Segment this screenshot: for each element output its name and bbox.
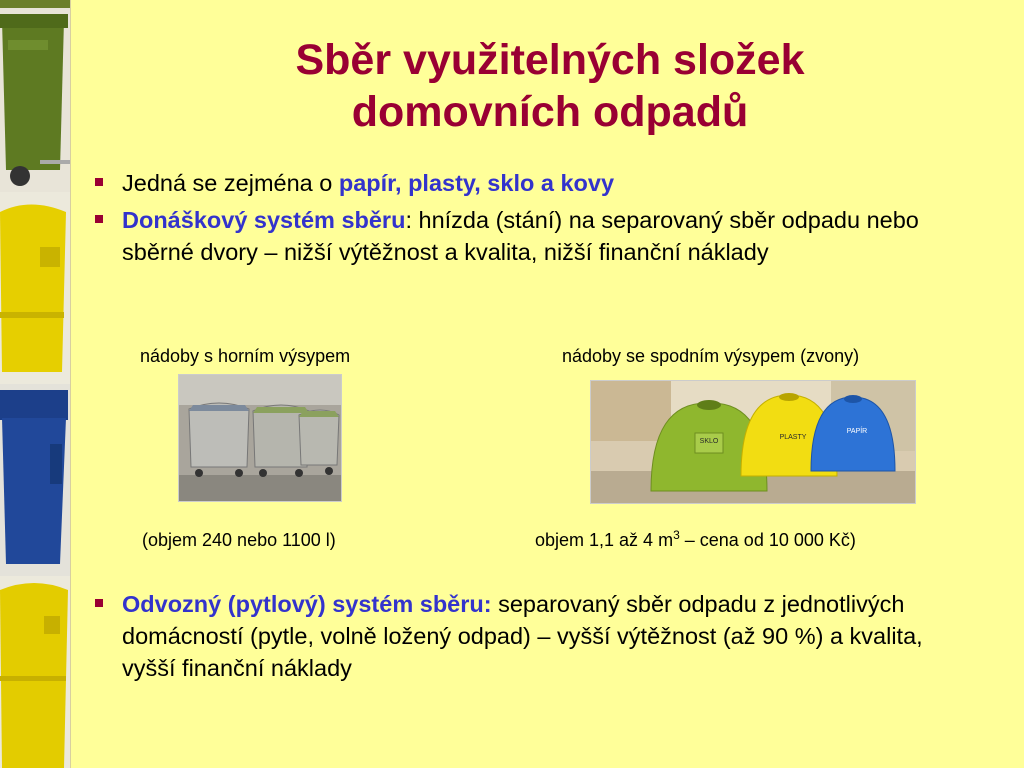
title-line-2: domovních odpadů xyxy=(351,88,749,136)
left-image-caption-bottom: (objem 240 nebo 1100 l) xyxy=(142,530,336,550)
yellow-bin-image xyxy=(0,192,70,384)
right-image-caption-top: nádoby se spodním výsypem (zvony) xyxy=(562,346,860,366)
bin-label-plastic: PLASTY xyxy=(779,434,807,441)
right-image-caption-bottom xyxy=(535,530,856,551)
price-text: – cena od 10 000 Kč) xyxy=(679,530,856,550)
top-dump-containers-photo xyxy=(178,374,342,502)
bullet-highlight: Donáškový systém sběru xyxy=(122,207,406,233)
green-bin-image xyxy=(0,0,70,192)
title-line-1: Sběr využitelných složek xyxy=(295,36,805,84)
bullet-text: : hnízda (stání) na separovaný sběr odpadu nebo sběrné dvory – nižší výtěžnost a kvalita, nižší finanční náklady xyxy=(122,207,919,265)
bullet-text: Jedná se zejména o xyxy=(122,170,339,196)
bullet-materials xyxy=(122,167,942,199)
bullet-highlight: papír, plasty, sklo a kovy xyxy=(338,170,615,196)
volume-superscript: 3 xyxy=(673,528,680,542)
bin-label-glass: SKLO xyxy=(699,438,719,445)
yellow-bin-image-2 xyxy=(0,576,70,768)
bin-label-paper: PAPÍR xyxy=(846,428,868,435)
bullet-text: separovaný sběr odpadu z jednotlivých domácností (pytle, volně ložený odpad) – vyšší výtěžnost (až 90 %) a kvalita, vyšší finanční náklady xyxy=(122,591,923,681)
bullet-marker xyxy=(95,599,103,607)
bullet-pickup-system xyxy=(122,588,942,684)
blue-bin-image xyxy=(0,384,70,576)
volume-text: objem 1,1 až 4 m xyxy=(535,530,674,550)
bullet-marker xyxy=(95,178,103,186)
bullet-highlight: Odvozný (pytlový) systém sběru: xyxy=(122,591,492,617)
bell-containers-photo xyxy=(590,380,916,504)
bullet-marker xyxy=(95,215,103,223)
slide-title xyxy=(150,34,950,138)
left-image-caption-top: nádoby s horním výsypem xyxy=(140,346,351,366)
side-image-strip xyxy=(0,0,71,768)
bullet-drop-off-system xyxy=(122,204,942,268)
